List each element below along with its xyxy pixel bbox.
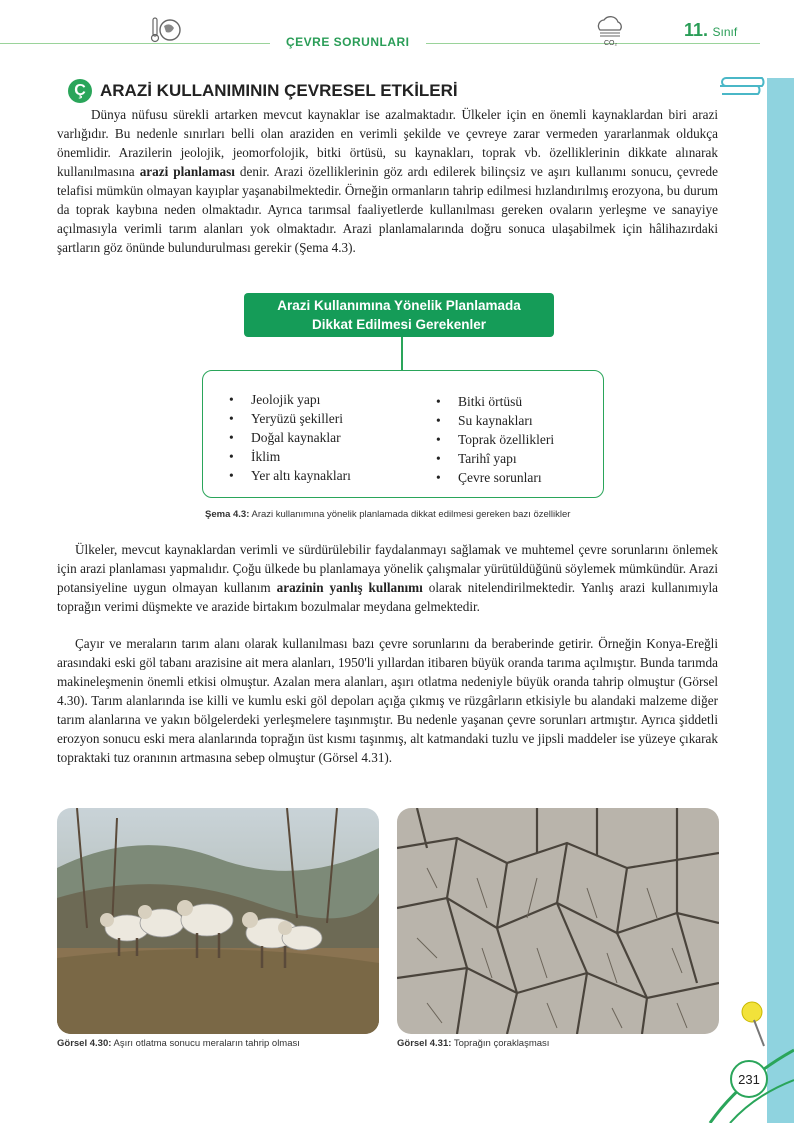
list-item: • Yer altı kaynakları [229,466,351,485]
paperclip-icon [718,76,770,96]
grade-label [684,20,737,41]
side-color-bar [767,78,794,1123]
figure-caption-soil [397,1038,549,1049]
co2-label: CO₂ [604,40,618,46]
grade-text: Sınıf [712,25,738,39]
caption-label: Görsel 4.30: [57,1038,112,1049]
scheme-caption [205,509,570,520]
scheme-title-line: Dikkat Edilmesi Gerekenler [311,317,487,332]
list-item: • Doğal kaynaklar [229,428,351,447]
list-item: • İklim [229,447,351,466]
caption-text: Arazi kullanımına yönelik planlamada dikkat edilmesi gereken bazı özellikler [249,509,571,520]
paragraph-text: denir. Arazi özelliklerinin göz ardı edilerek bilinçsiz ve aşırı kullanımı sonucu, çevrede telafisi mümkün olmayan kayıplar yaşanabilmektedir. Örneğin ormanların tahrip edilmesi hızlandırılmış erozyona, bu durum da toprak kaybına neden olmaktadır. Ayrıca tarımsal faaliyetlerde kullanılması gereken ovaların yerleşme ve sanayiye açılmasıyla verimli tarım alanları yok olmaktadır. Arazi planlamalarında doğru sonuca ulaşabilmek için hâlihazırdaki şartların göz önünde bulundurulması gerekir (Şema 4.3). [57,164,718,255]
pushpin-icon [738,998,768,1048]
list-item: • Tarihî yapı [436,449,554,468]
scheme-right-list [436,392,554,487]
paragraph-text: Ülkeler, mevcut kaynaklardan verimli ve sürdürülebilir faydalanmayı sağlamak ve muhtemel çevre sorunlarını önlemek için arazi planlaması yapmalıdır. Çoğu ülkede bu planlamaya yönelik çalışmalar yürütüldüğünü söylemek mümkündür. Arazi potansiyeline uygun olmayan kullanım [57,542,718,595]
section-heading [68,78,458,104]
paragraph-intro [57,105,718,257]
paragraph-text: Dünya nüfusu sürekli artarken mevcut kaynaklar ise azalmaktadır. Ülkeler için en önemli kaynaklardan biri arazi varlığıdır. Bu nedenle sınırları belli olan araziden en verimli şekilde ve çevreye zarar vermeden yararlanmak oldukça önemlidir. Arazilerin jeolojik, jeomorfolojik, bitki örtüsü, su kaynakları, toprak vb. özelliklerinin dikkate alınarak kullanılmasına [57,107,718,179]
list-item: • Jeolojik yapı [229,390,351,409]
thermometer-globe-icon [150,14,182,44]
list-item: • Toprak özellikleri [436,430,554,449]
list-item: • Su kaynakları [436,411,554,430]
header-title: ÇEVRE SORUNLARI [270,35,426,49]
scheme-left-list [229,390,351,485]
caption-text: Aşırı otlatma sonucu meraların tahrip olması [111,1038,300,1049]
caption-label: Şema 4.3: [205,509,250,520]
cracked-soil-photo [397,808,719,1034]
sheep-grazing-photo [57,808,379,1034]
caption-label: Görsel 4.31: [397,1038,452,1049]
grade-number: 11. [684,20,709,40]
co2-cloud-icon [592,12,628,46]
section-title: ARAZİ KULLANIMININ ÇEVRESEL ETKİLERİ [100,81,458,100]
paragraph-pastures: Çayır ve meraların tarım alanı olarak kullanılması bazı çevre sorunlarını da beraberinde getirir. Örneğin Konya-Ereğli arasındaki eski göl tabanı arazisine ait mera alanları, 1950'li yıllardan itibaren büyük oranda tarıma açılmıştır. Bunda tarımda makineleşmenin önemli etkisi olmuştur. Azalan mera alanları, aşırı otlatma nedeniyle büyük oranda tahrip olmuştur (Görsel 4.30). Tarım alanlarında ise killi ve kumlu eski göl depoları açığa çıkmış ve rüzgârların etkisiyle bu alandaki malzeme diğer tarım alanlarına ve yakın bölgelerdeki yerleşmelere taşınmıştır. Bu nedenle yaşanan çevre sorunları artmıştır. Ayrıca şiddetli erozyon sonucu eski mera alanlarında toprağın üst kısmı taşınmış, alt katmandaki tuzlu ve jipsli maddeler ise yüzeye çıkarak topraktaki tuz oranının artmasına sebep olmuştur (Görsel 4.31). [57,636,718,765]
paragraph-text: olarak nitelendirilmektedir. Yanlış arazi kullanımıyla toprağın verimi düşmekte ve arazide birtakım bozulmalar meydana gelmektedir. [57,580,718,614]
scheme-title-line: Arazi Kullanımına Yönelik Planlamada [277,298,521,313]
list-item: • Çevre sorunları [436,468,554,487]
section-letter-badge: Ç [68,79,92,103]
bold-term: arazi planlaması [139,164,235,179]
scheme-connector [401,337,403,370]
figure-caption-sheep [57,1038,300,1049]
page-number: 231 [730,1060,768,1098]
scheme-title-box [244,293,554,337]
list-item: • Bitki örtüsü [436,392,554,411]
list-item: • Yeryüzü şekilleri [229,409,351,428]
paragraph-land-misuse [57,540,718,616]
caption-text: Toprağın çoraklaşması [451,1038,550,1049]
bold-term: arazinin yanlış kullanımı [276,580,423,595]
